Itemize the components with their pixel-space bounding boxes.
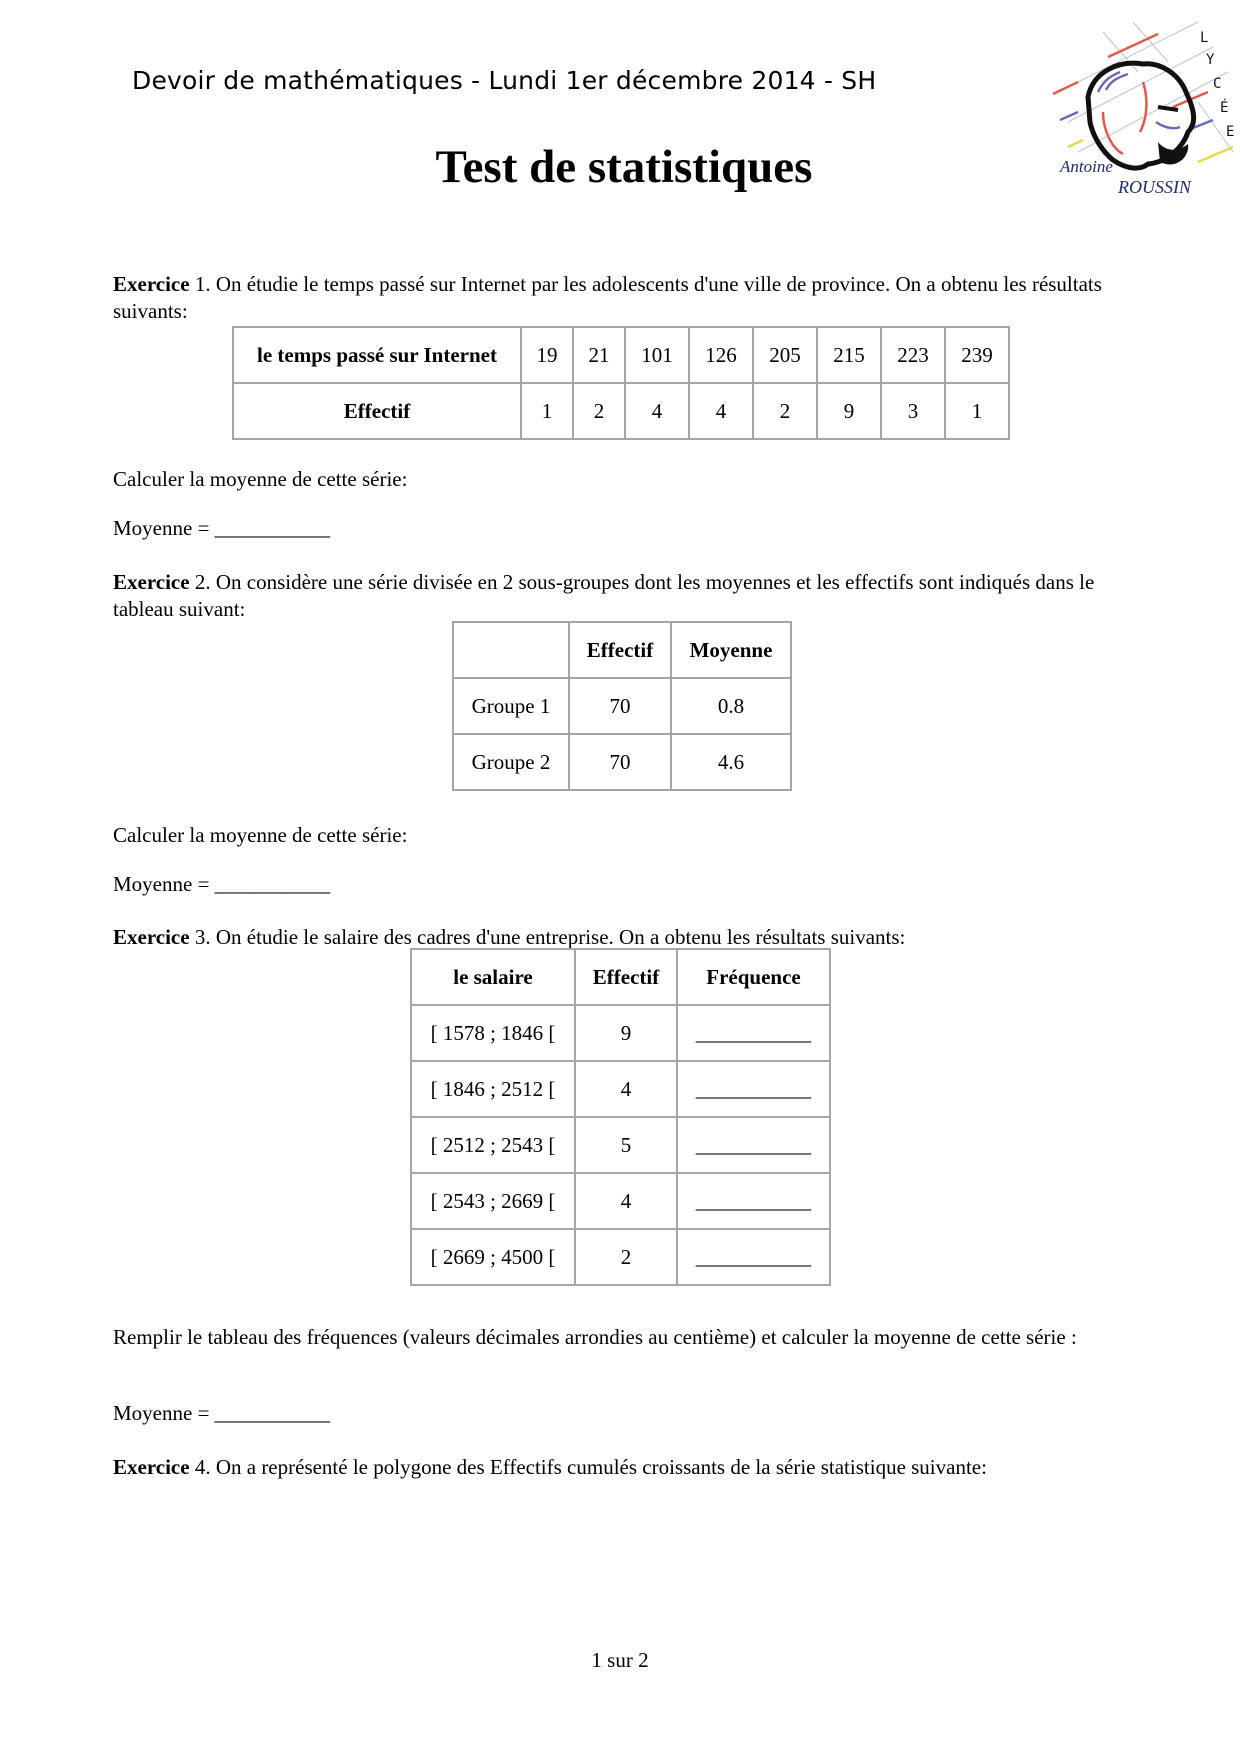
document-header: Devoir de mathématiques - Lundi 1er décembre 2014 - SH xyxy=(132,66,877,95)
table-cell: 70 xyxy=(569,734,671,790)
frequence-blank[interactable]: ___________ xyxy=(677,1005,830,1061)
exercise-3-label: Exercice xyxy=(113,925,190,949)
exercise-3-answer-line: Moyenne = ___________ xyxy=(113,1401,331,1425)
exercise-4-text: 4. On a représenté le polygone des Effectifs cumulés croissants de la série statistique suivante: xyxy=(189,1455,987,1479)
table-cell: 70 xyxy=(569,678,671,734)
exercise-1-answer-line: Moyenne = ___________ xyxy=(113,516,331,540)
table-cell: 0.8 xyxy=(671,678,791,734)
svg-text:C: C xyxy=(1213,76,1222,92)
exercise-4-label: Exercice xyxy=(113,1455,190,1479)
exercise-1-question: Calculer la moyenne de cette série: xyxy=(113,467,408,491)
page-title-text: Test de statistiques xyxy=(435,141,813,193)
table-cell: 215 xyxy=(817,327,881,383)
exercise-2-answer-line: Moyenne = ___________ xyxy=(113,872,331,896)
table-row xyxy=(411,1173,830,1229)
exercise-3-statement xyxy=(113,924,1123,951)
frequence-blank[interactable]: ___________ xyxy=(677,1229,830,1285)
table-row xyxy=(411,1005,830,1061)
exercise-2-question: Calculer la moyenne de cette série: xyxy=(113,823,408,847)
table-row xyxy=(411,949,830,1005)
table-cell: [ 2669 ; 4500 [ xyxy=(411,1229,575,1285)
table-cell: [ 1578 ; 1846 [ xyxy=(411,1005,575,1061)
table-cell: 19 xyxy=(521,327,573,383)
school-logo xyxy=(1048,12,1238,202)
table-cell: 2 xyxy=(575,1229,677,1285)
svg-text:Y: Y xyxy=(1206,52,1215,68)
table-cell: [ 2512 ; 2543 [ xyxy=(411,1117,575,1173)
table-cell: 5 xyxy=(575,1117,677,1173)
table-row xyxy=(411,1229,830,1285)
exercise-3-question: Remplir le tableau des fréquences (valeurs décimales arrondies au centième) et calculer la moyenne de cette série : xyxy=(113,1325,1077,1349)
table-cell: 223 xyxy=(881,327,945,383)
table-cell: 1 xyxy=(521,383,573,439)
table-cell: 239 xyxy=(945,327,1009,383)
exercise-2-statement xyxy=(113,569,1123,623)
table-header-effectif: Effectif xyxy=(569,622,671,678)
table-cell: 205 xyxy=(753,327,817,383)
table-row xyxy=(453,734,791,790)
table-row xyxy=(453,678,791,734)
table-header-salaire: le salaire xyxy=(411,949,575,1005)
table-row xyxy=(411,1061,830,1117)
table-cell: 4 xyxy=(575,1061,677,1117)
table-cell: 4 xyxy=(625,383,689,439)
table-cell: [ 1846 ; 2512 [ xyxy=(411,1061,575,1117)
table-header-frequence: Fréquence xyxy=(677,949,830,1005)
exercise-4-statement xyxy=(113,1454,1123,1481)
exercise-3-table xyxy=(410,948,831,1286)
table-cell: 4.6 xyxy=(671,734,791,790)
row-header-temps: le temps passé sur Internet xyxy=(233,327,521,383)
svg-text:L: L xyxy=(1200,30,1209,46)
row-header-effectif: Effectif xyxy=(233,383,521,439)
table-cell: 9 xyxy=(575,1005,677,1061)
table-header-empty xyxy=(453,622,569,678)
table-cell: Groupe 2 xyxy=(453,734,569,790)
table-cell: 126 xyxy=(689,327,753,383)
table-cell: Groupe 1 xyxy=(453,678,569,734)
logo-name-last: ROUSSIN xyxy=(1118,177,1191,197)
svg-text:E: E xyxy=(1226,124,1235,140)
svg-text:É: É xyxy=(1220,100,1229,116)
exercise-1-table xyxy=(232,326,1010,440)
table-header-moyenne: Moyenne xyxy=(671,622,791,678)
table-cell: 4 xyxy=(575,1173,677,1229)
table-cell: 9 xyxy=(817,383,881,439)
school-logo-portrait-icon xyxy=(1048,12,1238,202)
page-number: 1 sur 2 xyxy=(591,1648,649,1672)
frequence-blank[interactable]: ___________ xyxy=(677,1061,830,1117)
exercise-2-label: Exercice xyxy=(113,570,190,594)
exercise-1-label: Exercice xyxy=(113,272,190,296)
logo-name-first: Antoine xyxy=(1060,157,1113,176)
table-header-effectif: Effectif xyxy=(575,949,677,1005)
table-row xyxy=(453,622,791,678)
table-cell: 101 xyxy=(625,327,689,383)
table-row xyxy=(411,1117,830,1173)
table-cell: [ 2543 ; 2669 [ xyxy=(411,1173,575,1229)
exercise-2-table xyxy=(452,621,792,791)
exercise-1-statement xyxy=(113,271,1123,325)
frequence-blank[interactable]: ___________ xyxy=(677,1117,830,1173)
table-cell: 2 xyxy=(573,383,625,439)
table-cell: 2 xyxy=(753,383,817,439)
exercise-3-text: 3. On étudie le salaire des cadres d'une entreprise. On a obtenu les résultats suivants: xyxy=(189,925,906,949)
exercise-1-text: 1. On étudie le temps passé sur Internet par les adolescents d'une ville de province. On a obtenu les résultats suivants: xyxy=(113,272,1102,323)
table-cell: 3 xyxy=(881,383,945,439)
frequence-blank[interactable]: ___________ xyxy=(677,1173,830,1229)
exercise-2-text: 2. On considère une série divisée en 2 sous-groupes dont les moyennes et les effectifs sont indiqués dans le tableau suivant: xyxy=(113,570,1095,621)
table-row xyxy=(233,327,1009,383)
table-cell: 21 xyxy=(573,327,625,383)
table-cell: 4 xyxy=(689,383,753,439)
table-cell: 1 xyxy=(945,383,1009,439)
table-row xyxy=(233,383,1009,439)
